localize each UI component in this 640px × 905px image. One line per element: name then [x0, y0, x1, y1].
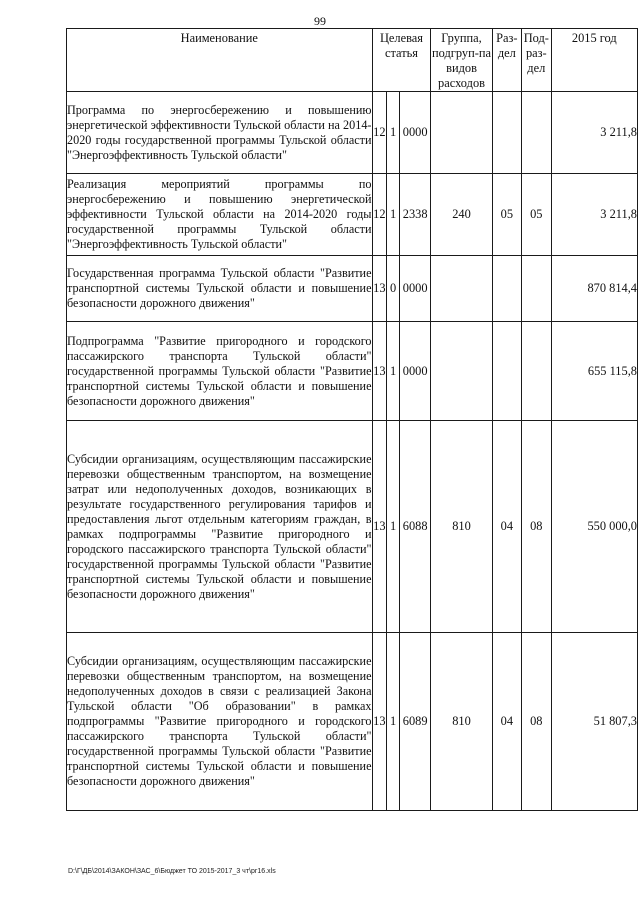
row-group: 810: [431, 633, 492, 811]
table-row: [67, 421, 638, 633]
row-amount: 51 807,3: [551, 633, 637, 811]
row-section: 04: [492, 421, 521, 633]
budget-table: [66, 28, 638, 811]
row-amount: 3 211,8: [551, 92, 637, 174]
row-name: Программа по энергосбережению и повышению энергетической эффективности Тульской области на 2014-2020 годы государственной программы Тульской области "Энергоэффективность Тульской области": [67, 92, 373, 174]
footer-file-path: D:\Г\ДБ\2014\ЗАКОН\ЗАС_6\Бюджет ТО 2015-2017_3 чт\рг16.xls: [68, 868, 276, 875]
header-target-article: Целевая статья: [372, 29, 431, 92]
row-amount: 550 000,0: [551, 421, 637, 633]
row-name: Государственная программа Тульской области "Развитие транспортной системы Тульской области и повышение безопасности дорожного движения": [67, 256, 373, 322]
row-code-direction: 2338: [399, 174, 431, 256]
row-name: Субсидии организациям, осуществляющим пассажирские перевозки общественным транспортом, на возмещение затрат или недополученных доходов, возникающих в результате государственного регулирования тарифов и предоставления льгот отдельным категориям граждан, в рамках подпрограммы "Развитие пригородного и городского пассажирского транспорта Тульской области" государственной программы Тульской области "Развитие транспортной системы Тульской области и повышение безопасности дорожного движения": [67, 421, 373, 633]
header-subsection: Под-раз-дел: [522, 29, 551, 92]
row-amount: 655 115,8: [551, 322, 637, 421]
row-section: 05: [492, 174, 521, 256]
header-group: Группа, подгруп-па видов расходов: [431, 29, 492, 92]
table-row: [67, 174, 638, 256]
row-section: [492, 92, 521, 174]
table-row: [67, 92, 638, 174]
row-code-program: 12: [372, 174, 387, 256]
page-number: 99: [314, 14, 326, 28]
row-subsection: [522, 256, 551, 322]
row-subsection: 08: [522, 633, 551, 811]
row-code-program: 13: [372, 421, 387, 633]
row-code-subprogram: 1: [387, 92, 400, 174]
row-subsection: 08: [522, 421, 551, 633]
row-code-direction: 0000: [399, 256, 431, 322]
row-code-program: 13: [372, 322, 387, 421]
row-group: [431, 256, 492, 322]
row-group: [431, 92, 492, 174]
table-header: [67, 29, 638, 92]
row-subsection: [522, 322, 551, 421]
row-code-direction: 6088: [399, 421, 431, 633]
row-name: Субсидии организациям, осуществляющим пассажирские перевозки общественным транспортом, на возмещение недополученных доходов в связи с реализацией Закона Тульской области "Об образовании" в рамках подпрограммы "Развитие пригородного и городского пассажирского транспорта Тульской области" государственной программы Тульской области "Развитие транспортной системы Тульской области и повышение безопасности дорожного движения": [67, 633, 373, 811]
header-section: Раз-дел: [492, 29, 521, 92]
row-code-subprogram: 1: [387, 421, 400, 633]
row-code-direction: 0000: [399, 322, 431, 421]
row-amount: 870 814,4: [551, 256, 637, 322]
row-subsection: [522, 92, 551, 174]
row-code-direction: 0000: [399, 92, 431, 174]
row-code-subprogram: 1: [387, 633, 400, 811]
row-code-subprogram: 0: [387, 256, 400, 322]
row-code-program: 12: [372, 92, 387, 174]
row-group: 240: [431, 174, 492, 256]
row-name: Реализация мероприятий программы по энергосбережению и повышению энергетической эффективности Тульской области на 2014-2020 годы государственной программы Тульской области "Энергоэффективность Тульской области": [67, 174, 373, 256]
row-amount: 3 211,8: [551, 174, 637, 256]
table-row: [67, 256, 638, 322]
row-group: 810: [431, 421, 492, 633]
header-year: 2015 год: [551, 29, 637, 92]
row-name: Подпрограмма "Развитие пригородного и городского пассажирского транспорта Тульской области" государственной программы Тульской области "Развитие транспортной системы Тульской области и повышение безопасности дорожного движения": [67, 322, 373, 421]
table-row: [67, 633, 638, 811]
row-section: 04: [492, 633, 521, 811]
row-code-subprogram: 1: [387, 174, 400, 256]
row-subsection: 05: [522, 174, 551, 256]
row-section: [492, 256, 521, 322]
row-code-subprogram: 1: [387, 322, 400, 421]
row-code-program: 13: [372, 633, 387, 811]
table-row: [67, 322, 638, 421]
row-group: [431, 322, 492, 421]
row-code-direction: 6089: [399, 633, 431, 811]
row-section: [492, 322, 521, 421]
header-name: Наименование: [67, 29, 373, 92]
row-code-program: 13: [372, 256, 387, 322]
